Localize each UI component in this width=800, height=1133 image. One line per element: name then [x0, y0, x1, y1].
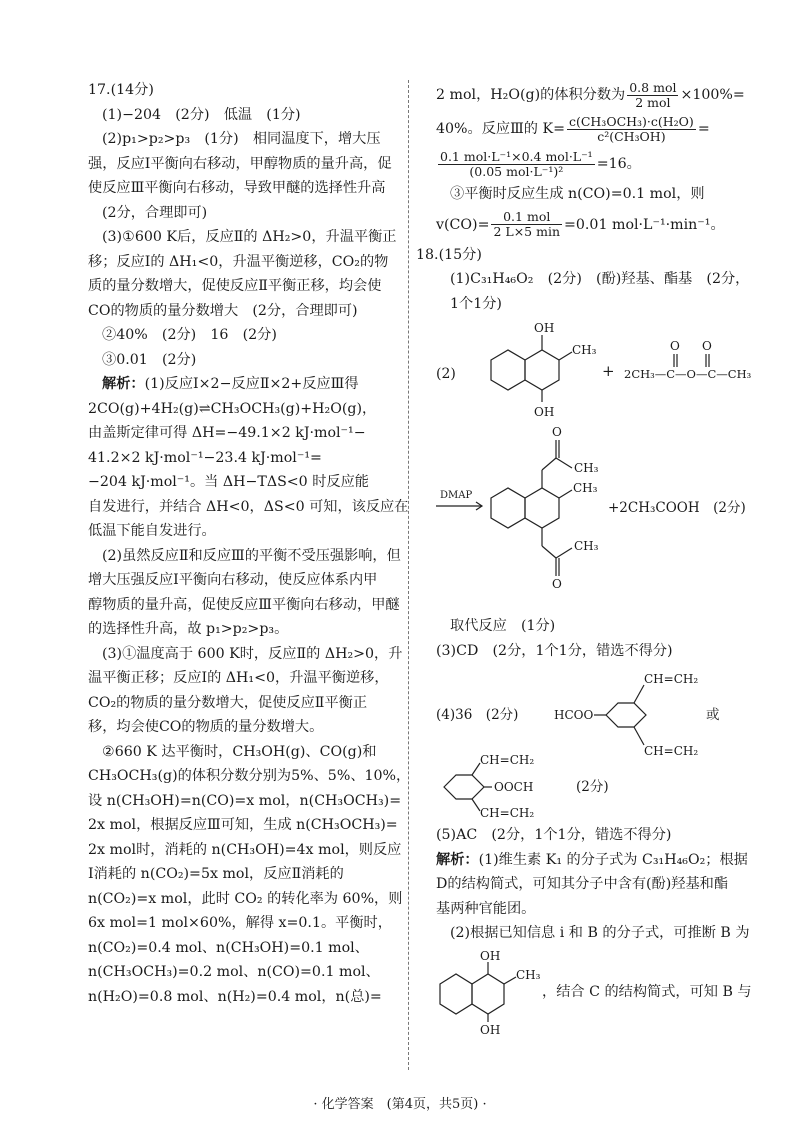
q17-answer-3: ②40% (2分) 16 (2分) — [102, 327, 277, 343]
formula-line — [436, 146, 736, 182]
left-column — [88, 78, 411, 1009]
fraction — [567, 115, 696, 144]
or-text: 或 — [706, 707, 720, 723]
isomer-structures — [436, 667, 736, 819]
formula-text: =16。 — [596, 156, 641, 172]
item-number: (2) — [436, 366, 456, 382]
ch3-label: CH₃ — [572, 343, 597, 357]
reaction-diagram — [436, 320, 752, 610]
denominator: 2 mol — [635, 94, 671, 110]
explanation-text: 增大压强反应Ⅰ平衡向右移动，使反应体系内甲 — [88, 572, 378, 588]
denominator: (0.05 mol·L⁻¹)² — [469, 163, 564, 179]
explanation-text: (2)虽然反应Ⅱ和反应Ⅲ的平衡不受压强影响，但 — [102, 547, 401, 564]
q18-answer-5: (5)AC (2分，1个1分，错选不得分) — [436, 827, 672, 843]
explanation-text: ②660 K 达平衡时，CH₃OH(g)、CO(g)和 — [102, 743, 377, 760]
oxygen-label: O — [702, 339, 712, 353]
score-label: (2分) — [576, 779, 609, 795]
explanation-text: CO₂的物质的量分数增大，促使反应Ⅱ平衡正 — [88, 694, 368, 711]
reaction-type: 取代反应 (1分) — [450, 618, 556, 634]
oxygen-label: O — [552, 577, 562, 591]
ch3-label: CH₃ — [516, 967, 541, 982]
numerator: 0.1 mol·L⁻¹×0.4 mol·L⁻¹ — [440, 148, 593, 164]
fraction — [627, 81, 678, 110]
explanation-text: 自发进行，并结合 ΔH<0，ΔS<0 可知，该反应在 — [88, 498, 409, 515]
byproduct-and-score: +2CH₃COOH (2分) — [608, 500, 746, 516]
explanation-text: 由盖斯定律可得 ΔH=−49.1×2 kJ·mol⁻¹− — [88, 425, 366, 441]
fraction — [491, 210, 562, 239]
anhydride-formula: 2CH₃—C—O—C—CH₃ — [624, 367, 752, 381]
numerator: 0.8 mol — [629, 79, 677, 95]
q18-explanation — [436, 848, 748, 873]
q18-answer-1: 1个1分) — [450, 295, 502, 312]
explanation-text: 低温下能自发进行。 — [88, 523, 216, 539]
formate-label: HCOO — [554, 708, 594, 722]
q18-heading: 18.(15分) — [416, 246, 482, 263]
explanation-text: 基两种官能团。 — [436, 900, 536, 917]
numerator: c(CH₃OCH₃)·c(H₂O) — [568, 113, 694, 129]
oh-label: OH — [480, 948, 501, 963]
explanation-text: n(CH₃OCH₃)=0.2 mol、n(CO)=0.1 mol、 — [88, 964, 380, 980]
explanation-text: CH₃OCH₃(g)的体积分数分别为5%、5%、10%， — [88, 768, 411, 784]
isomer-2-structure — [444, 763, 492, 811]
explanation-text: 2CO(g)+4H₂(g)⇌CH₃OCH₃(g)+H₂O(g)， — [88, 400, 377, 417]
explanation-label: 解析： — [436, 851, 479, 868]
reaction-equation — [436, 320, 752, 610]
explanation-text: 温平衡正移；反应Ⅰ的 ΔH₁<0，升温平衡逆移， — [88, 670, 389, 686]
vinyl-label: CH=CH₂ — [480, 806, 535, 820]
compound-b-structure — [436, 948, 546, 1037]
formula-text: v(CO)= — [436, 216, 490, 233]
q17-answer-2: 使反应Ⅲ平衡向右移动，导致甲醚的选择性升高 — [88, 180, 386, 196]
oxygen-label: O — [670, 339, 680, 353]
isomer-diagram — [436, 667, 736, 819]
explanation-text: n(CO₂)=0.4 mol、n(CH₃OH)=0.1 mol、 — [88, 939, 369, 956]
fraction — [438, 150, 595, 179]
formula-text: 40%。反应Ⅲ的 K= — [436, 121, 565, 137]
q17-answer-2: (2)p₁>p₂>p₃ (1分) 相同温度下，增大压 — [102, 131, 381, 147]
explanation-text: 的选择性升高，故 p₁>p₂>p₃。 — [88, 621, 289, 637]
oh-label: OH — [534, 405, 555, 419]
explanation-text: −204 kJ·mol⁻¹。当 ΔH−TΔS<0 时反应能 — [88, 474, 369, 490]
q17-answer-1: (1)−204 (2分) 低温 (1分) — [102, 106, 301, 123]
explanation-text: (3)①温度高于 600 K时，反应Ⅱ的 ΔH₂>0，升 — [102, 645, 403, 662]
q17-answer-3: (3)①600 K后，反应Ⅱ的 ΔH₂>0，升温平衡正 — [102, 229, 397, 245]
q17-heading: 17.(14分) — [88, 82, 154, 98]
explanation-text: 41.2×2 kJ·mol⁻¹−23.4 kJ·mol⁻¹= — [88, 449, 322, 466]
explanation-text: (2)根据已知信息 i 和 B 的分子式，可推断 B 为 — [450, 925, 750, 941]
formula-line — [436, 78, 745, 112]
right-column — [416, 78, 752, 1038]
catalyst-label: DMAP — [440, 490, 473, 501]
formula-line — [436, 112, 736, 146]
q17-answer-3: 质的量分数增大，促使反应Ⅱ平衡正移，均会使 — [88, 278, 382, 294]
plus-sign: + — [602, 362, 615, 380]
q18-answer-3: (3)CD (2分，1个1分，错选不得分) — [436, 642, 673, 659]
explanation-text: 6x mol=1 mol×60%，解得 x=0.1。平衡时， — [88, 915, 392, 931]
vinyl-label: CH=CH₂ — [644, 672, 699, 686]
explanation-text: 2x mol时，消耗的 n(CH₃OH)=4x mol，则反应 — [88, 841, 402, 858]
explanation-text: n(CO₂)=x mol，此时 CO₂ 的转化率为 60%，则 — [88, 890, 403, 907]
numerator: 0.1 mol — [491, 210, 562, 225]
ch3-label: CH₃ — [573, 481, 598, 495]
naphthalenediol-structure — [491, 335, 572, 402]
oh-label: OH — [480, 1022, 501, 1037]
explanation-text: (1)反应Ⅰ×2−反应Ⅱ×2+反应Ⅲ得 — [144, 376, 359, 392]
answer-4-label: (4)36 (2分) — [436, 707, 519, 723]
column-divider — [408, 80, 409, 1070]
vinyl-label: CH=CH₂ — [644, 744, 699, 758]
page-footer: · 化学答案 (第4页，共5页) · — [313, 1097, 487, 1112]
oh-label: OH — [534, 321, 555, 335]
explanation-text: (1)维生素 K₁ 的分子式为 C₃₁H₄₆O₂；根据 — [478, 851, 748, 868]
vinyl-label: CH=CH₂ — [480, 753, 535, 767]
formula-text: 2 mol，H₂O(g)的体积分数为 — [436, 87, 626, 103]
explanation-text: 设 n(CH₃OH)=n(CO)=x mol，n(CH₃OCH₃)= — [88, 792, 402, 809]
formula-text: =0.01 mol·L⁻¹·min⁻¹。 — [564, 216, 725, 233]
explanation-text: D的结构简式，可知其分子中含有(酚)羟基和酯 — [436, 876, 729, 892]
explanation-text: ③平衡时反应生成 n(CO)=0.1 mol，则 — [450, 186, 705, 202]
explanation-text: 移，均会使CO的物质的量分数增大。 — [88, 719, 324, 735]
q17-answer-3: 移；反应Ⅰ的 ΔH₁<0，升温平衡逆移，CO₂的物 — [88, 253, 389, 270]
oxygen-label: O — [552, 425, 562, 439]
q17-answer-2: 强，反应Ⅰ平衡向右移动，甲醇物质的量升高，促 — [88, 155, 392, 172]
denominator: 2 L×5 min — [493, 224, 560, 239]
formate-label: OOCH — [494, 780, 534, 794]
explanation-text: n(H₂O)=0.8 mol、n(H₂)=0.4 mol，n(总)= — [88, 988, 382, 1005]
formula-line — [436, 207, 736, 243]
compound-b — [436, 948, 752, 1037]
q17-answer-3: CO的物质的量分数增大 (2分，合理即可) — [88, 302, 358, 319]
q17-explanation — [88, 372, 400, 397]
q18-answer-1: (1)C₃₁H₄₆O₂ (2分) (酚)羟基、酯基 (2分， — [450, 271, 750, 287]
diacetate-product-structure — [491, 440, 572, 576]
q17-answer-3: ③0.01 (2分) — [102, 351, 197, 368]
explanation-label: 解析： — [102, 376, 145, 392]
ch3-label: CH₃ — [574, 539, 599, 553]
formula-text: ×100%= — [680, 87, 745, 103]
ch3-label: CH₃ — [574, 461, 599, 475]
formula-text: = — [697, 121, 710, 137]
explanation-text: 醇物质的量升高，促使反应Ⅲ平衡向右移动，甲醚 — [88, 596, 400, 613]
isomer-1-structure — [594, 685, 646, 745]
q17-answer-2: (2分，合理即可) — [102, 204, 208, 221]
explanation-text: ，结合 C 的结构简式，可知 B 与 — [542, 983, 752, 1000]
explanation-text: Ⅰ消耗的 n(CO₂)=5x mol，反应Ⅱ消耗的 — [88, 866, 344, 882]
denominator: c²(CH₃OH) — [597, 128, 666, 144]
explanation-text: 2x mol，根据反应Ⅲ可知，生成 n(CH₃OCH₃)= — [88, 817, 398, 833]
